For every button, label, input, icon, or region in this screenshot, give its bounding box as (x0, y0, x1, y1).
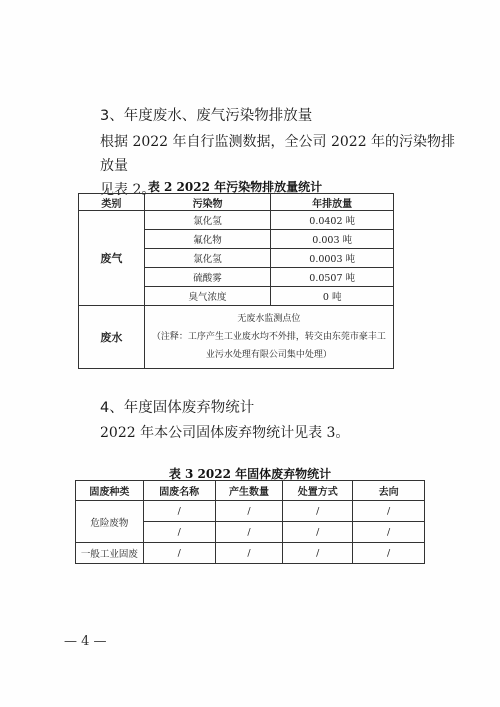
table-row (79, 211, 394, 230)
table-cell: / (143, 522, 215, 543)
table-3-caption: 表 3 2022 年固体废弃物统计 (168, 467, 332, 481)
waste-water-annotation: （注释：工序产生工业废水均不外排，转交由东莞市豪丰工业污水处理有限公司集中处理） (151, 332, 386, 360)
section-3-paragraph-line-1: 根据 2022 年自行监测数据，全公司 2022 年的污染物排放量 (100, 134, 456, 174)
waste-water-category-cell: 废水 (79, 306, 145, 369)
waste-gas-category-cell: 废气 (79, 211, 145, 306)
table-2-header-pollutant: 污染物 (144, 194, 271, 211)
table-2-header-category: 类别 (79, 194, 145, 211)
table-cell: / (215, 543, 283, 564)
section-3-heading: 3、年度废水、废气污染物排放量 (100, 108, 313, 124)
table-cell: / (283, 522, 353, 543)
pollutant-cell: 臭气浓度 (144, 287, 271, 306)
table-3-header-row (76, 481, 425, 501)
table-cell: / (143, 543, 215, 564)
amount-cell: 0.0507 吨 (271, 268, 394, 287)
pollutant-cell: 氯化氢 (144, 249, 271, 268)
section-3-paragraph-line-2: 见表 2。 (100, 182, 156, 198)
section-4-heading: 4、年度固体废弃物统计 (100, 400, 255, 416)
table-3-header-name: 固废名称 (143, 481, 215, 501)
table-3-header-quantity: 产生数量 (215, 481, 283, 501)
amount-cell: 0 吨 (271, 287, 394, 306)
table-cell: / (353, 543, 425, 564)
table-cell: / (283, 543, 353, 564)
table-3 (75, 480, 425, 564)
table-3-header-type: 固废种类 (76, 481, 144, 501)
amount-cell: 0.0402 吨 (271, 211, 394, 230)
table-row (79, 306, 394, 369)
waste-water-note-cell (144, 306, 393, 369)
table-cell: / (283, 501, 353, 522)
table-2-header-amount: 年排放量 (271, 194, 394, 211)
pollutant-cell: 氯化氢 (144, 211, 271, 230)
table-3-header-disposal: 处置方式 (283, 481, 353, 501)
table-2-caption: 表 2 2022 年污染物排放量统计 (147, 180, 323, 194)
table-row (76, 501, 425, 522)
table-3-header-destination: 去向 (353, 481, 425, 501)
general-waste-label: 一般工业固废 (76, 543, 144, 564)
table-cell: / (215, 522, 283, 543)
table-cell: / (353, 501, 425, 522)
table-cell: / (353, 522, 425, 543)
table-2-header-row (79, 194, 394, 211)
pollutant-cell: 硫酸雾 (144, 268, 271, 287)
waste-water-status: 无废水监测点位 (237, 314, 301, 324)
amount-cell: 0.0003 吨 (271, 249, 394, 268)
table-row (76, 543, 425, 564)
page-number: — 4 — (64, 634, 107, 649)
amount-cell: 0.003 吨 (271, 230, 394, 249)
table-cell: / (215, 501, 283, 522)
hazardous-waste-label: 危险废物 (76, 501, 144, 543)
table-2 (78, 193, 394, 369)
pollutant-cell: 氟化物 (144, 230, 271, 249)
table-cell: / (143, 501, 215, 522)
section-4-paragraph: 2022 年本公司固体废弃物统计见表 3。 (100, 425, 350, 441)
